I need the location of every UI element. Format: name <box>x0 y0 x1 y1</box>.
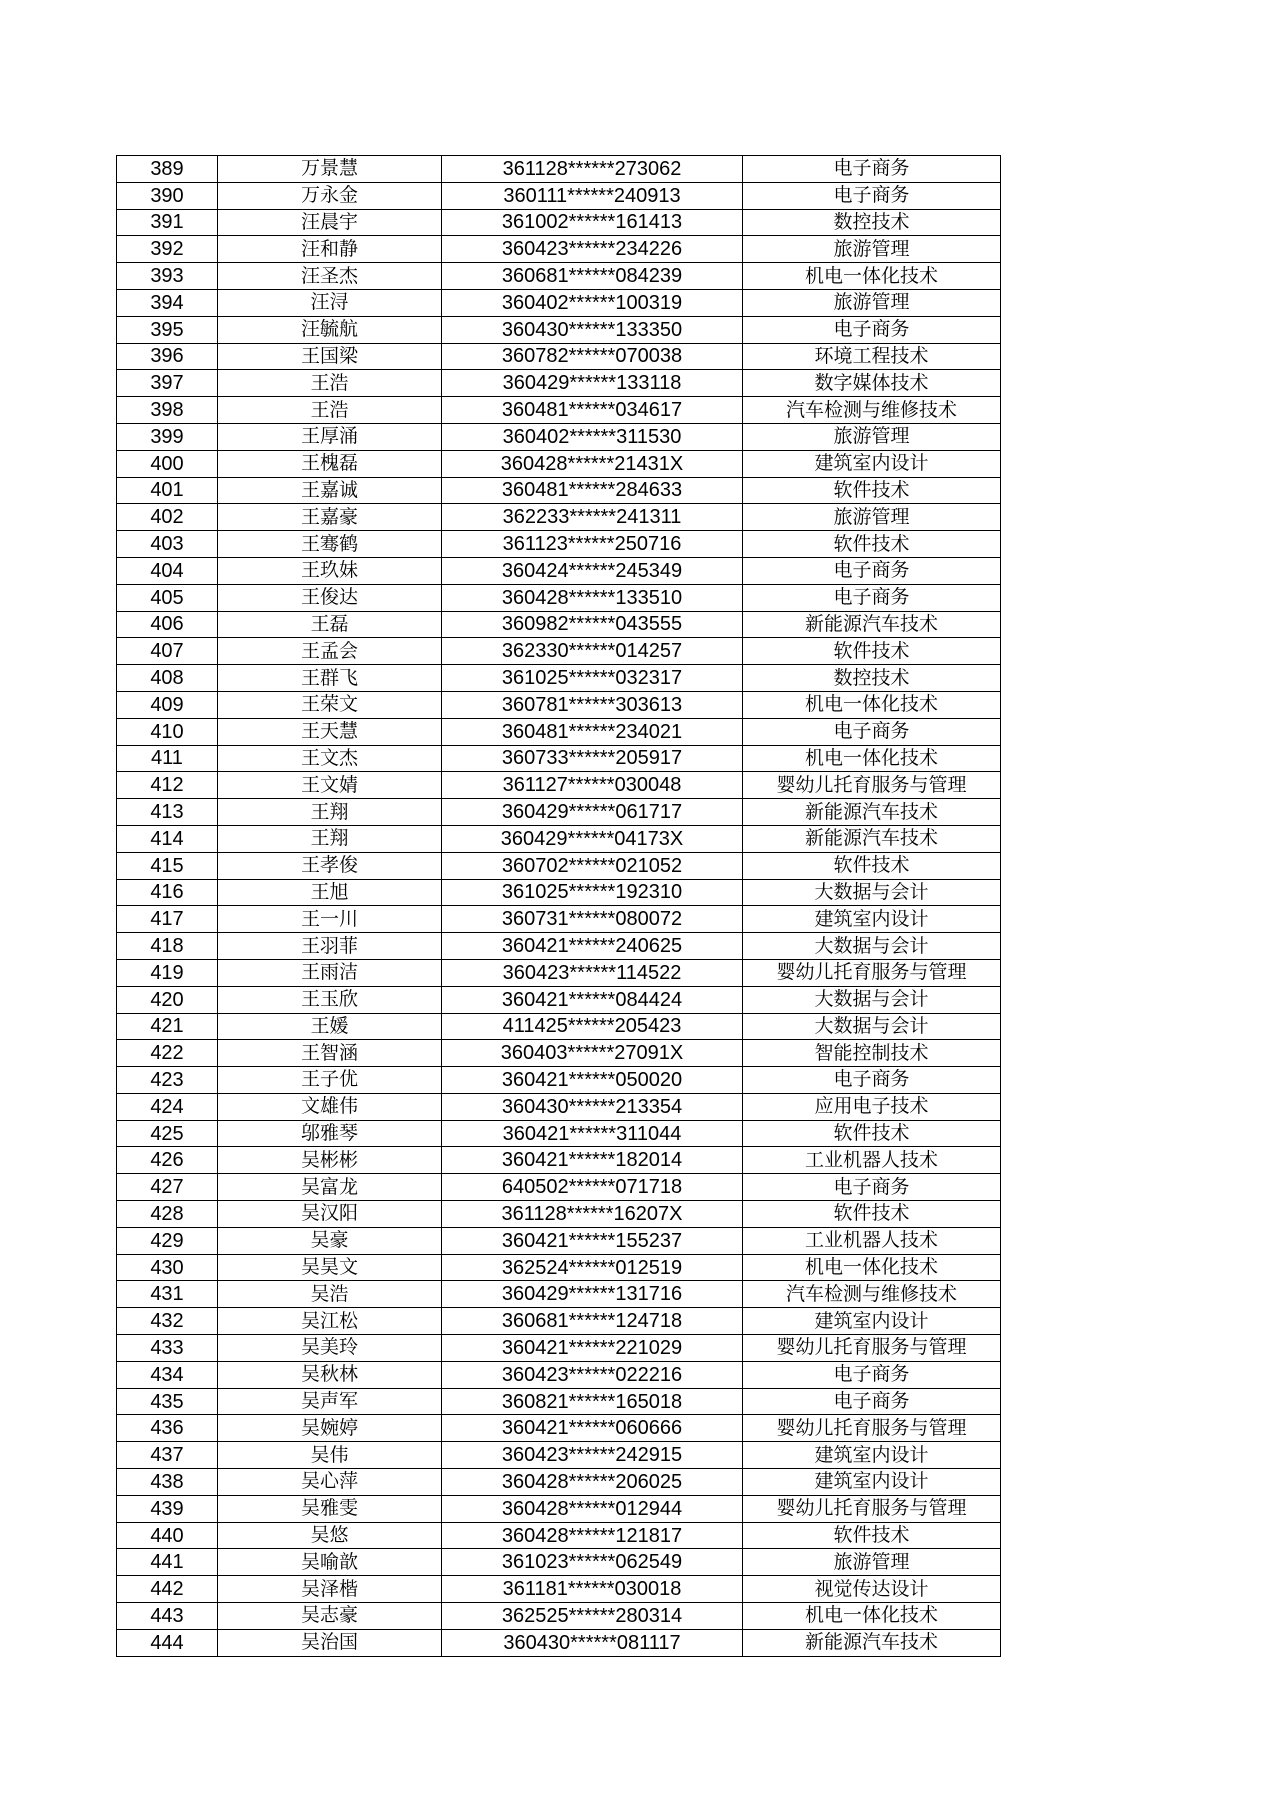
major-cell: 旅游管理 <box>743 289 1001 316</box>
id-number-cell: 360429******04173X <box>442 825 743 852</box>
row-number-cell: 398 <box>117 397 218 424</box>
row-number-cell: 390 <box>117 182 218 209</box>
student-name-cell: 王国梁 <box>218 343 442 370</box>
table-row <box>117 665 1001 692</box>
id-number-cell: 360681******124718 <box>442 1308 743 1335</box>
id-number-cell: 360421******155237 <box>442 1227 743 1254</box>
student-name-cell: 汪毓航 <box>218 316 442 343</box>
student-name-cell: 汪浔 <box>218 289 442 316</box>
table-row <box>117 557 1001 584</box>
student-name-cell: 王媛 <box>218 1013 442 1040</box>
id-number-cell: 360428******012944 <box>442 1495 743 1522</box>
table-row <box>117 799 1001 826</box>
row-number-cell: 409 <box>117 691 218 718</box>
id-number-cell: 360421******182014 <box>442 1147 743 1174</box>
table-row <box>117 289 1001 316</box>
major-cell: 软件技术 <box>743 638 1001 665</box>
id-number-cell: 360428******21431X <box>442 450 743 477</box>
major-cell: 机电一体化技术 <box>743 745 1001 772</box>
student-name-cell: 王嘉诚 <box>218 477 442 504</box>
row-number-cell: 438 <box>117 1469 218 1496</box>
student-name-cell: 吴富龙 <box>218 1174 442 1201</box>
id-number-cell: 360402******100319 <box>442 289 743 316</box>
major-cell: 旅游管理 <box>743 423 1001 450</box>
id-number-cell: 362233******241311 <box>442 504 743 531</box>
id-number-cell: 360481******034617 <box>442 397 743 424</box>
row-number-cell: 435 <box>117 1388 218 1415</box>
id-number-cell: 640502******071718 <box>442 1174 743 1201</box>
id-number-cell: 411425******205423 <box>442 1013 743 1040</box>
student-name-cell: 汪圣杰 <box>218 263 442 290</box>
table-row <box>117 879 1001 906</box>
row-number-cell: 389 <box>117 156 218 183</box>
row-number-cell: 428 <box>117 1201 218 1228</box>
id-number-cell: 361023******062549 <box>442 1549 743 1576</box>
major-cell: 建筑室内设计 <box>743 906 1001 933</box>
student-name-cell: 王厚涌 <box>218 423 442 450</box>
roster-table-body <box>117 156 1001 1657</box>
row-number-cell: 421 <box>117 1013 218 1040</box>
student-name-cell: 王孟会 <box>218 638 442 665</box>
row-number-cell: 416 <box>117 879 218 906</box>
row-number-cell: 425 <box>117 1120 218 1147</box>
row-number-cell: 436 <box>117 1415 218 1442</box>
id-number-cell: 360733******205917 <box>442 745 743 772</box>
id-number-cell: 360421******240625 <box>442 933 743 960</box>
row-number-cell: 410 <box>117 718 218 745</box>
major-cell: 汽车检测与维修技术 <box>743 397 1001 424</box>
major-cell: 工业机器人技术 <box>743 1227 1001 1254</box>
table-row <box>117 1308 1001 1335</box>
student-name-cell: 吴美玲 <box>218 1335 442 1362</box>
table-row <box>117 611 1001 638</box>
row-number-cell: 411 <box>117 745 218 772</box>
id-number-cell: 361002******161413 <box>442 209 743 236</box>
major-cell: 电子商务 <box>743 718 1001 745</box>
id-number-cell: 360428******133510 <box>442 584 743 611</box>
table-row <box>117 584 1001 611</box>
table-row <box>117 718 1001 745</box>
row-number-cell: 393 <box>117 263 218 290</box>
table-row <box>117 423 1001 450</box>
major-cell: 机电一体化技术 <box>743 1254 1001 1281</box>
major-cell: 智能控制技术 <box>743 1040 1001 1067</box>
student-name-cell: 吴声军 <box>218 1388 442 1415</box>
major-cell: 电子商务 <box>743 1174 1001 1201</box>
student-name-cell: 吴伟 <box>218 1442 442 1469</box>
row-number-cell: 426 <box>117 1147 218 1174</box>
table-row <box>117 236 1001 263</box>
student-name-cell: 王磊 <box>218 611 442 638</box>
student-name-cell: 文雄伟 <box>218 1093 442 1120</box>
student-name-cell: 吴昊文 <box>218 1254 442 1281</box>
row-number-cell: 406 <box>117 611 218 638</box>
row-number-cell: 395 <box>117 316 218 343</box>
id-number-cell: 362525******280314 <box>442 1603 743 1630</box>
table-row <box>117 450 1001 477</box>
major-cell: 电子商务 <box>743 1388 1001 1415</box>
table-row <box>117 1174 1001 1201</box>
student-name-cell: 王群飞 <box>218 665 442 692</box>
id-number-cell: 361181******030018 <box>442 1576 743 1603</box>
table-row <box>117 1549 1001 1576</box>
id-number-cell: 360423******242915 <box>442 1442 743 1469</box>
table-row <box>117 1629 1001 1656</box>
row-number-cell: 391 <box>117 209 218 236</box>
table-row <box>117 182 1001 209</box>
major-cell: 软件技术 <box>743 531 1001 558</box>
id-number-cell: 360421******060666 <box>442 1415 743 1442</box>
student-name-cell: 万景慧 <box>218 156 442 183</box>
table-row <box>117 1522 1001 1549</box>
major-cell: 电子商务 <box>743 316 1001 343</box>
student-name-cell: 吴泽楷 <box>218 1576 442 1603</box>
row-number-cell: 414 <box>117 825 218 852</box>
student-name-cell: 王翔 <box>218 825 442 852</box>
student-name-cell: 吴志豪 <box>218 1603 442 1630</box>
major-cell: 视觉传达设计 <box>743 1576 1001 1603</box>
student-name-cell: 吴江松 <box>218 1308 442 1335</box>
student-name-cell: 王浩 <box>218 370 442 397</box>
row-number-cell: 417 <box>117 906 218 933</box>
row-number-cell: 402 <box>117 504 218 531</box>
row-number-cell: 424 <box>117 1093 218 1120</box>
student-name-cell: 邬雅琴 <box>218 1120 442 1147</box>
row-number-cell: 419 <box>117 959 218 986</box>
id-number-cell: 360481******284633 <box>442 477 743 504</box>
student-name-cell: 吴雅雯 <box>218 1495 442 1522</box>
major-cell: 婴幼儿托育服务与管理 <box>743 959 1001 986</box>
major-cell: 机电一体化技术 <box>743 263 1001 290</box>
major-cell: 婴幼儿托育服务与管理 <box>743 772 1001 799</box>
table-row <box>117 1013 1001 1040</box>
id-number-cell: 360781******303613 <box>442 691 743 718</box>
table-row <box>117 1201 1001 1228</box>
id-number-cell: 360423******234226 <box>442 236 743 263</box>
major-cell: 电子商务 <box>743 584 1001 611</box>
row-number-cell: 413 <box>117 799 218 826</box>
id-number-cell: 360429******131716 <box>442 1281 743 1308</box>
row-number-cell: 392 <box>117 236 218 263</box>
table-row <box>117 745 1001 772</box>
table-row <box>117 638 1001 665</box>
table-row <box>117 1040 1001 1067</box>
row-number-cell: 415 <box>117 852 218 879</box>
student-name-cell: 吴心萍 <box>218 1469 442 1496</box>
major-cell: 大数据与会计 <box>743 879 1001 906</box>
table-row <box>117 1495 1001 1522</box>
table-row <box>117 1576 1001 1603</box>
table-row <box>117 263 1001 290</box>
major-cell: 汽车检测与维修技术 <box>743 1281 1001 1308</box>
id-number-cell: 360481******234021 <box>442 718 743 745</box>
row-number-cell: 432 <box>117 1308 218 1335</box>
student-name-cell: 吴汉阳 <box>218 1201 442 1228</box>
student-name-cell: 吴婉婷 <box>218 1415 442 1442</box>
major-cell: 电子商务 <box>743 182 1001 209</box>
table-row <box>117 1603 1001 1630</box>
row-number-cell: 440 <box>117 1522 218 1549</box>
id-number-cell: 360430******213354 <box>442 1093 743 1120</box>
major-cell: 软件技术 <box>743 1201 1001 1228</box>
major-cell: 环境工程技术 <box>743 343 1001 370</box>
row-number-cell: 433 <box>117 1335 218 1362</box>
table-row <box>117 1227 1001 1254</box>
student-name-cell: 王旭 <box>218 879 442 906</box>
student-name-cell: 王浩 <box>218 397 442 424</box>
student-name-cell: 吴浩 <box>218 1281 442 1308</box>
id-number-cell: 360402******311530 <box>442 423 743 450</box>
student-name-cell: 吴喻歆 <box>218 1549 442 1576</box>
table-row <box>117 504 1001 531</box>
id-number-cell: 360430******133350 <box>442 316 743 343</box>
table-row <box>117 477 1001 504</box>
row-number-cell: 412 <box>117 772 218 799</box>
major-cell: 机电一体化技术 <box>743 691 1001 718</box>
id-number-cell: 360428******121817 <box>442 1522 743 1549</box>
major-cell: 建筑室内设计 <box>743 450 1001 477</box>
table-row <box>117 959 1001 986</box>
row-number-cell: 418 <box>117 933 218 960</box>
student-name-cell: 王羽菲 <box>218 933 442 960</box>
id-number-cell: 360428******206025 <box>442 1469 743 1496</box>
student-name-cell: 王智涵 <box>218 1040 442 1067</box>
table-row <box>117 397 1001 424</box>
row-number-cell: 429 <box>117 1227 218 1254</box>
table-row <box>117 906 1001 933</box>
row-number-cell: 401 <box>117 477 218 504</box>
id-number-cell: 360421******050020 <box>442 1067 743 1094</box>
id-number-cell: 360731******080072 <box>442 906 743 933</box>
major-cell: 软件技术 <box>743 1120 1001 1147</box>
table-row <box>117 1120 1001 1147</box>
row-number-cell: 396 <box>117 343 218 370</box>
table-row <box>117 1093 1001 1120</box>
row-number-cell: 430 <box>117 1254 218 1281</box>
row-number-cell: 443 <box>117 1603 218 1630</box>
id-number-cell: 360982******043555 <box>442 611 743 638</box>
major-cell: 大数据与会计 <box>743 1013 1001 1040</box>
row-number-cell: 399 <box>117 423 218 450</box>
student-name-cell: 王玖妹 <box>218 557 442 584</box>
row-number-cell: 400 <box>117 450 218 477</box>
table-row <box>117 986 1001 1013</box>
id-number-cell: 360821******165018 <box>442 1388 743 1415</box>
id-number-cell: 360782******070038 <box>442 343 743 370</box>
row-number-cell: 439 <box>117 1495 218 1522</box>
student-name-cell: 王天慧 <box>218 718 442 745</box>
student-name-cell: 王嘉豪 <box>218 504 442 531</box>
id-number-cell: 360702******021052 <box>442 852 743 879</box>
student-name-cell: 王孝俊 <box>218 852 442 879</box>
id-number-cell: 360403******27091X <box>442 1040 743 1067</box>
student-roster-table <box>116 155 1001 1657</box>
table-row <box>117 156 1001 183</box>
table-row <box>117 1388 1001 1415</box>
id-number-cell: 360421******221029 <box>442 1335 743 1362</box>
table-row <box>117 691 1001 718</box>
major-cell: 婴幼儿托育服务与管理 <box>743 1415 1001 1442</box>
student-name-cell: 吴彬彬 <box>218 1147 442 1174</box>
table-row <box>117 852 1001 879</box>
row-number-cell: 427 <box>117 1174 218 1201</box>
student-name-cell: 王一川 <box>218 906 442 933</box>
student-name-cell: 王玉欣 <box>218 986 442 1013</box>
row-number-cell: 394 <box>117 289 218 316</box>
row-number-cell: 407 <box>117 638 218 665</box>
student-name-cell: 王骞鹤 <box>218 531 442 558</box>
student-name-cell: 吴治国 <box>218 1629 442 1656</box>
table-row <box>117 825 1001 852</box>
student-name-cell: 吴悠 <box>218 1522 442 1549</box>
table-row <box>117 1415 1001 1442</box>
major-cell: 婴幼儿托育服务与管理 <box>743 1495 1001 1522</box>
row-number-cell: 437 <box>117 1442 218 1469</box>
row-number-cell: 397 <box>117 370 218 397</box>
row-number-cell: 408 <box>117 665 218 692</box>
student-name-cell: 王子优 <box>218 1067 442 1094</box>
student-name-cell: 吴豪 <box>218 1227 442 1254</box>
major-cell: 建筑室内设计 <box>743 1308 1001 1335</box>
major-cell: 建筑室内设计 <box>743 1469 1001 1496</box>
student-name-cell: 汪晨宇 <box>218 209 442 236</box>
id-number-cell: 360681******084239 <box>442 263 743 290</box>
row-number-cell: 404 <box>117 557 218 584</box>
major-cell: 旅游管理 <box>743 504 1001 531</box>
id-number-cell: 360423******114522 <box>442 959 743 986</box>
table-row <box>117 316 1001 343</box>
row-number-cell: 423 <box>117 1067 218 1094</box>
id-number-cell: 361127******030048 <box>442 772 743 799</box>
major-cell: 旅游管理 <box>743 236 1001 263</box>
major-cell: 建筑室内设计 <box>743 1442 1001 1469</box>
row-number-cell: 444 <box>117 1629 218 1656</box>
table-row <box>117 1147 1001 1174</box>
major-cell: 新能源汽车技术 <box>743 1629 1001 1656</box>
major-cell: 新能源汽车技术 <box>743 825 1001 852</box>
major-cell: 工业机器人技术 <box>743 1147 1001 1174</box>
table-row <box>117 933 1001 960</box>
id-number-cell: 361123******250716 <box>442 531 743 558</box>
major-cell: 数控技术 <box>743 209 1001 236</box>
major-cell: 机电一体化技术 <box>743 1603 1001 1630</box>
student-name-cell: 汪和静 <box>218 236 442 263</box>
student-name-cell: 王雨洁 <box>218 959 442 986</box>
id-number-cell: 361128******273062 <box>442 156 743 183</box>
major-cell: 旅游管理 <box>743 1549 1001 1576</box>
student-name-cell: 王俊达 <box>218 584 442 611</box>
table-row <box>117 343 1001 370</box>
id-number-cell: 360429******061717 <box>442 799 743 826</box>
id-number-cell: 360111******240913 <box>442 182 743 209</box>
table-row <box>117 1067 1001 1094</box>
major-cell: 新能源汽车技术 <box>743 799 1001 826</box>
row-number-cell: 422 <box>117 1040 218 1067</box>
table-row <box>117 1281 1001 1308</box>
major-cell: 电子商务 <box>743 156 1001 183</box>
major-cell: 软件技术 <box>743 1522 1001 1549</box>
table-row <box>117 772 1001 799</box>
student-name-cell: 王荣文 <box>218 691 442 718</box>
id-number-cell: 361025******032317 <box>442 665 743 692</box>
table-row <box>117 209 1001 236</box>
table-row <box>117 531 1001 558</box>
id-number-cell: 360421******084424 <box>442 986 743 1013</box>
row-number-cell: 405 <box>117 584 218 611</box>
id-number-cell: 360430******081117 <box>442 1629 743 1656</box>
major-cell: 婴幼儿托育服务与管理 <box>743 1335 1001 1362</box>
id-number-cell: 360421******311044 <box>442 1120 743 1147</box>
table-row <box>117 1469 1001 1496</box>
student-name-cell: 万永金 <box>218 182 442 209</box>
major-cell: 电子商务 <box>743 1067 1001 1094</box>
table-row <box>117 1335 1001 1362</box>
major-cell: 电子商务 <box>743 557 1001 584</box>
row-number-cell: 442 <box>117 1576 218 1603</box>
student-name-cell: 吴秋林 <box>218 1361 442 1388</box>
row-number-cell: 403 <box>117 531 218 558</box>
major-cell: 新能源汽车技术 <box>743 611 1001 638</box>
student-name-cell: 王翔 <box>218 799 442 826</box>
id-number-cell: 361025******192310 <box>442 879 743 906</box>
major-cell: 大数据与会计 <box>743 933 1001 960</box>
id-number-cell: 362524******012519 <box>442 1254 743 1281</box>
student-name-cell: 王文杰 <box>218 745 442 772</box>
id-number-cell: 360423******022216 <box>442 1361 743 1388</box>
table-row <box>117 370 1001 397</box>
table-row <box>117 1361 1001 1388</box>
table-row <box>117 1442 1001 1469</box>
id-number-cell: 360429******133118 <box>442 370 743 397</box>
major-cell: 数字媒体技术 <box>743 370 1001 397</box>
major-cell: 软件技术 <box>743 477 1001 504</box>
major-cell: 大数据与会计 <box>743 986 1001 1013</box>
table-row <box>117 1254 1001 1281</box>
major-cell: 应用电子技术 <box>743 1093 1001 1120</box>
major-cell: 电子商务 <box>743 1361 1001 1388</box>
id-number-cell: 361128******16207X <box>442 1201 743 1228</box>
row-number-cell: 420 <box>117 986 218 1013</box>
student-name-cell: 王槐磊 <box>218 450 442 477</box>
major-cell: 数控技术 <box>743 665 1001 692</box>
row-number-cell: 434 <box>117 1361 218 1388</box>
id-number-cell: 360424******245349 <box>442 557 743 584</box>
row-number-cell: 441 <box>117 1549 218 1576</box>
row-number-cell: 431 <box>117 1281 218 1308</box>
major-cell: 软件技术 <box>743 852 1001 879</box>
id-number-cell: 362330******014257 <box>442 638 743 665</box>
student-name-cell: 王文婧 <box>218 772 442 799</box>
